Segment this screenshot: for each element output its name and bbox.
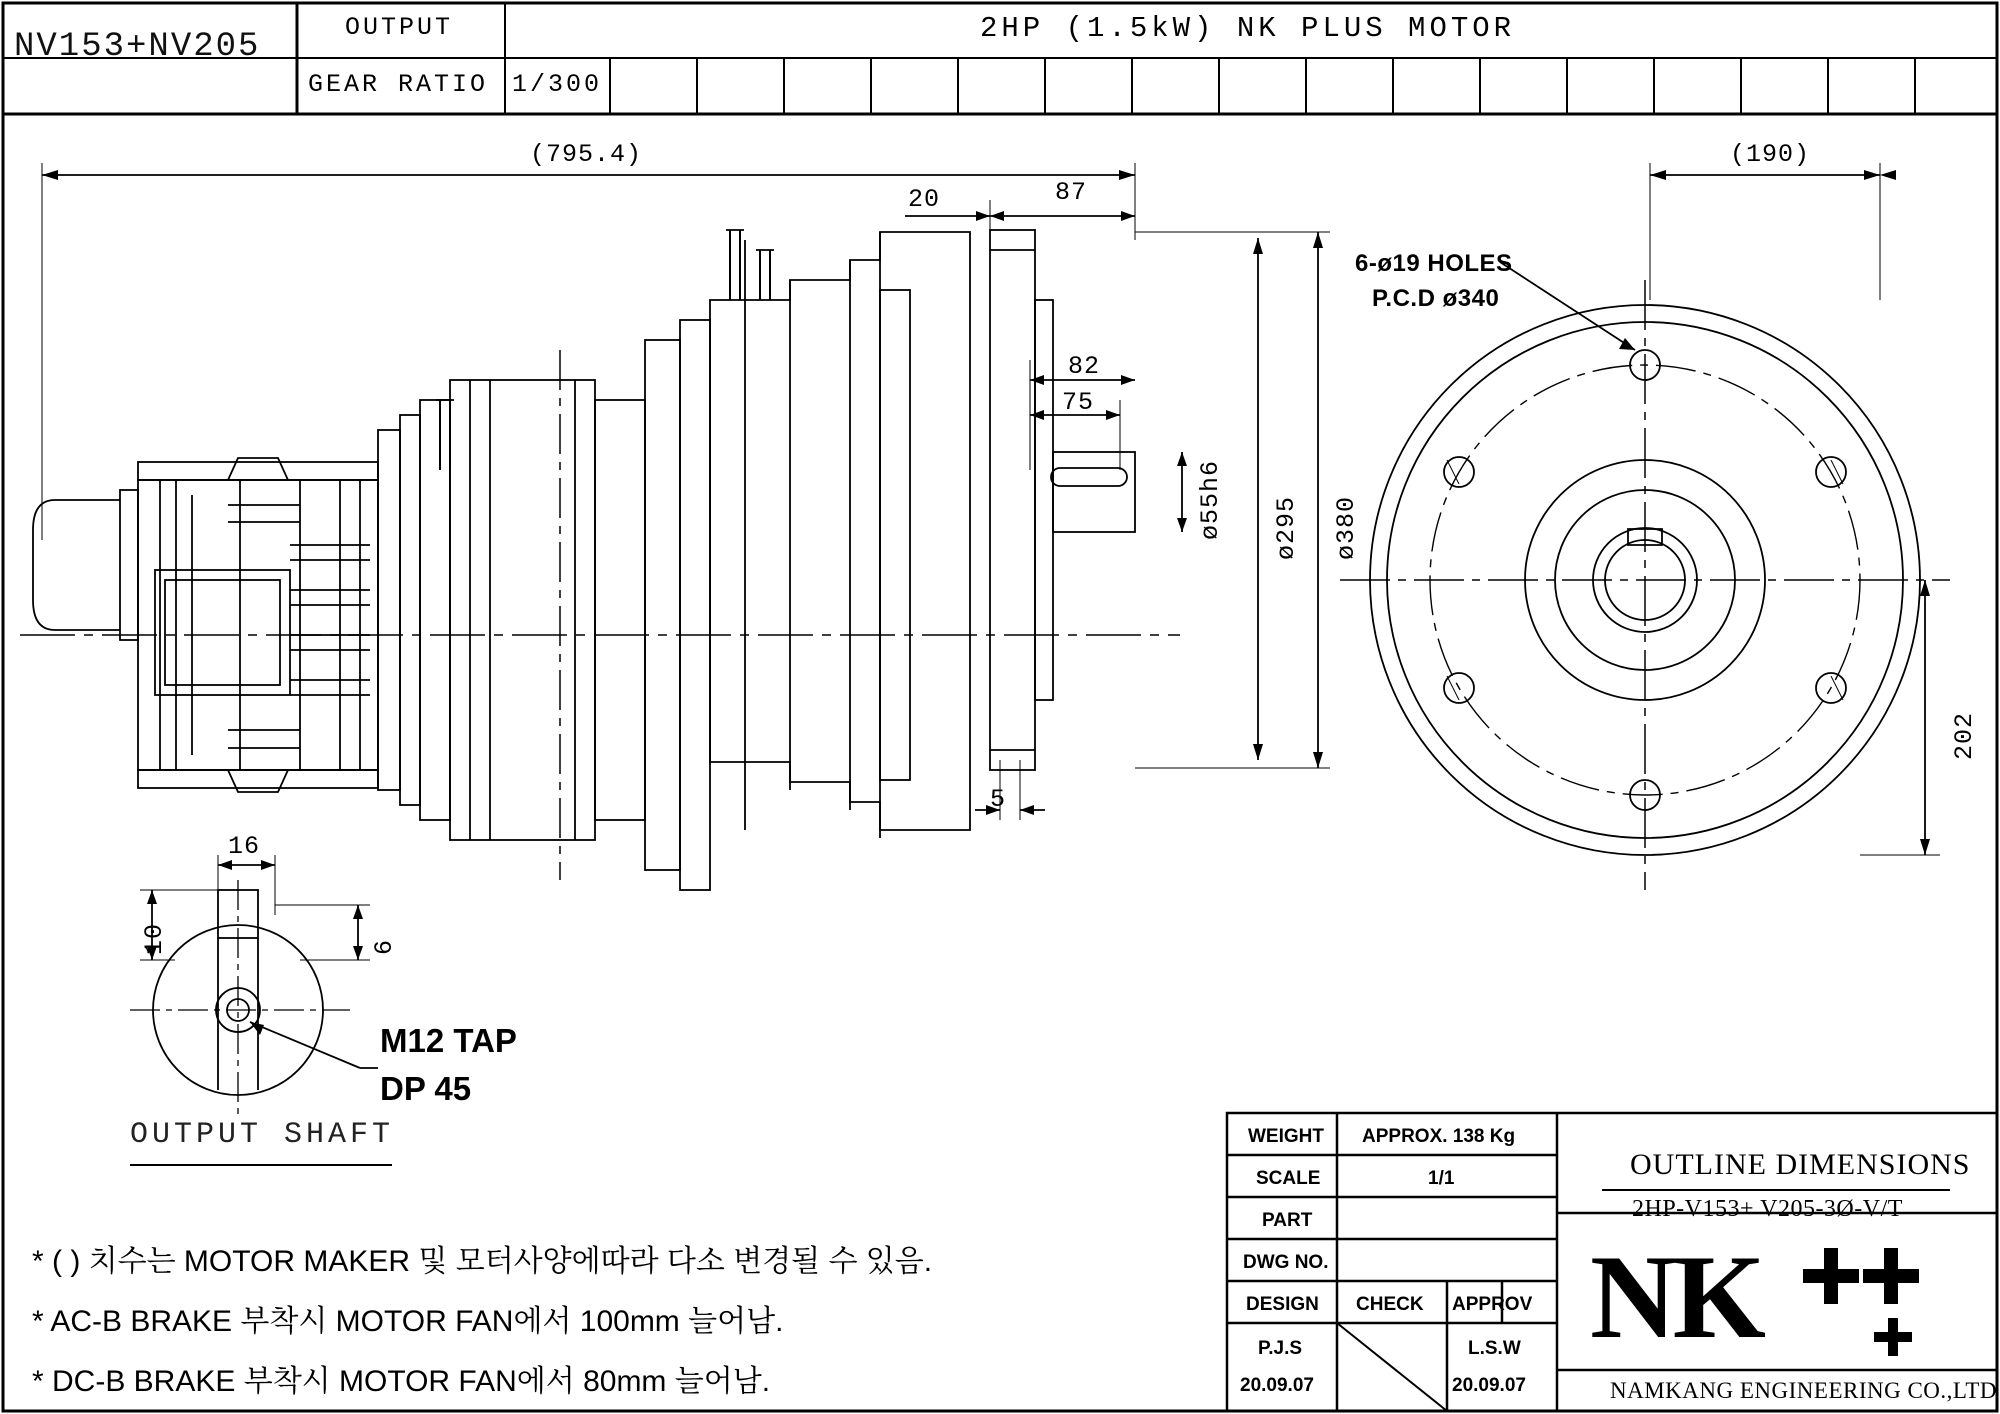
design-date: 20.09.07 [1240,1375,1314,1396]
output-label: OUTPUT [345,13,454,42]
dim-key-10: 10 [140,922,169,955]
dim-key-6: 6 [370,938,399,955]
scale-label: SCALE [1256,1168,1321,1189]
company-name: NAMKANG ENGINEERING CO.,LTD [1610,1378,1998,1403]
outline-dimensions-sub: 2HP-V153+ V205-3Ø-V/T [1632,1196,1903,1222]
note-holes: 6-ø19 HOLES [1355,250,1513,277]
dim-right-view-width: (190) [1730,140,1811,169]
nk-logo-text: NK [1590,1230,1762,1363]
note-line-2: * AC-B BRAKE 부착시 MOTOR FAN에서 100mm 늘어남. [32,1305,784,1338]
output-shaft-label: OUTPUT SHAFT [130,1118,395,1152]
dim-flange-outer-dia: ø380 [1332,495,1361,560]
note-m12-tap: M12 TAP [380,1022,517,1059]
approv-date: 20.09.07 [1452,1375,1526,1396]
weight-value: APPROX. 138 Kg [1362,1126,1516,1147]
model-label: NV153+NV205 [14,28,261,66]
dim-20: 20 [908,185,941,214]
dwg-no-label: DWG NO. [1243,1252,1329,1273]
dim-87: 87 [1055,178,1088,207]
scale-value: 1/1 [1428,1168,1455,1189]
check-label: CHECK [1356,1294,1424,1315]
design-name: P.J.S [1258,1338,1303,1359]
weight-label: WEIGHT [1248,1126,1324,1147]
motor-title: 2HP (1.5kW) NK PLUS MOTOR [980,12,1516,45]
outline-dimensions-title: OUTLINE DIMENSIONS [1630,1148,1971,1181]
note-dp45: DP 45 [380,1070,472,1107]
dim-overall-length: (795.4) [530,140,643,169]
dim-82: 82 [1068,352,1101,381]
design-label: DESIGN [1246,1294,1319,1315]
approv-label: APPROV [1452,1294,1533,1315]
gear-ratio-label: GEAR RATIO [308,70,489,99]
dim-75: 75 [1062,388,1095,417]
note-pcd: P.C.D ø340 [1372,285,1500,312]
dim-5: 5 [990,785,1007,814]
gear-ratio-value: 1/300 [512,70,603,99]
approv-name: L.S.W [1468,1338,1521,1359]
dim-shaft-dia: ø55h6 [1196,459,1225,540]
dim-202: 202 [1950,711,1979,760]
note-line-1: * ( ) 치수는 MOTOR MAKER 및 모터사양에따라 다소 변경될 수 있음. [32,1245,933,1278]
dim-flange-pcd-dia: ø295 [1272,495,1301,560]
part-label: PART [1262,1210,1313,1231]
note-line-3: * DC-B BRAKE 부착시 MOTOR FAN에서 80mm 늘어남. [32,1365,771,1398]
dim-key-16: 16 [228,832,261,861]
